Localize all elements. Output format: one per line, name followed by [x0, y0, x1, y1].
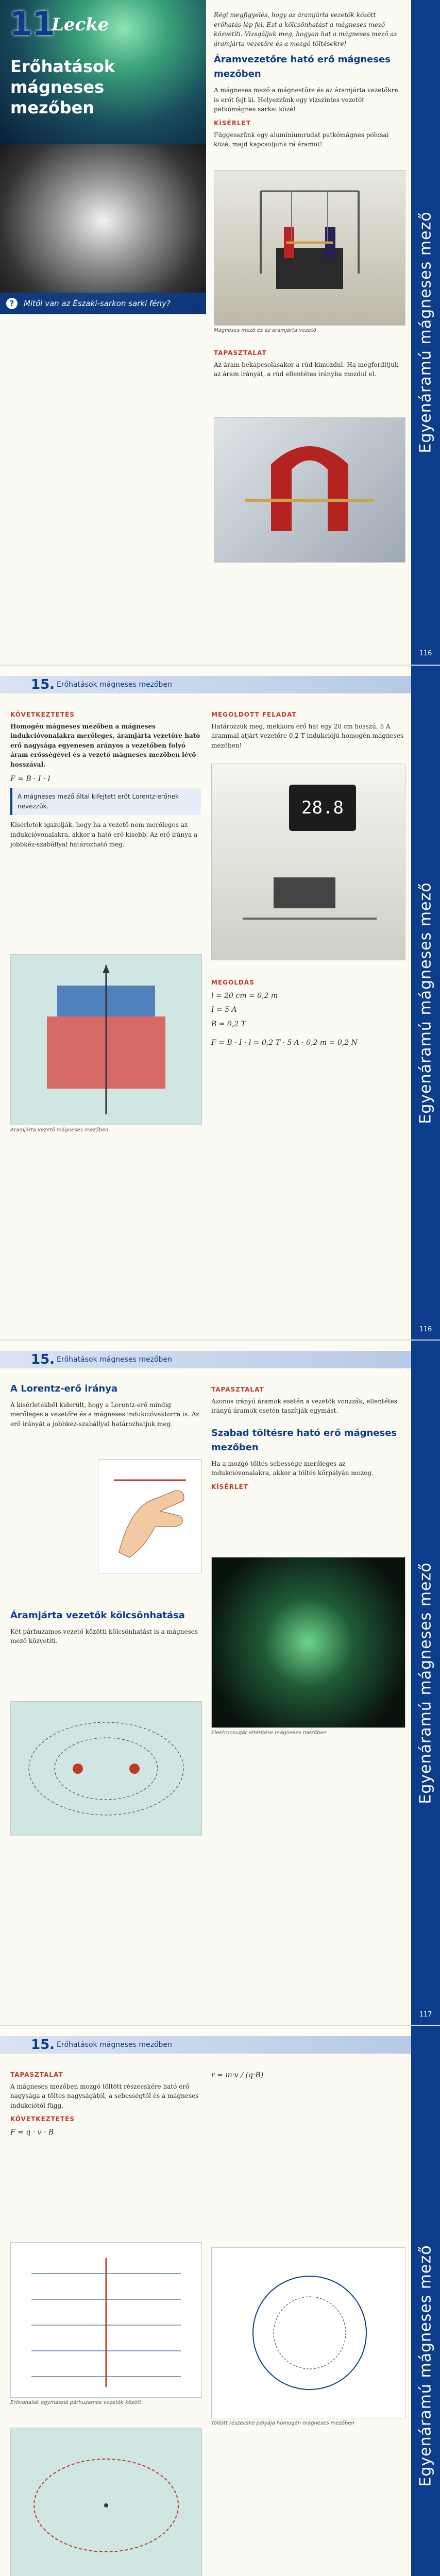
formula-lorentz: F = B · I · l [10, 774, 50, 783]
side-tab-label: Egyenáramú mágneses mező [416, 211, 435, 453]
page-number: 116 [419, 650, 432, 657]
photo-question: ? Mitől van az Északi-sarkon sarki fény? [0, 293, 206, 314]
magnet-drawing [214, 418, 405, 562]
hand-svg [98, 1460, 201, 1573]
field-diagram [10, 954, 202, 1125]
conductors-svg [11, 1702, 201, 1836]
page-4 [0, 2025, 440, 2576]
adat-1: l = 20 cm = 0,2 m [211, 991, 278, 1000]
chapter-bar [0, 676, 411, 693]
text-conductors: Két párhuzamos vezető közötti kölcsönhatást is a mágneses mező közvetíti. [10, 1628, 198, 1645]
apparatus-drawing [214, 171, 405, 325]
left-column [10, 707, 201, 853]
right-column [211, 707, 404, 754]
left-column [10, 1382, 201, 1433]
meter-photo [211, 764, 405, 960]
electron-beam-photo [211, 1557, 405, 1728]
tapasztalat-label: TAPASZTALAT [10, 2071, 63, 2078]
left-column [10, 2067, 201, 2142]
section-heading: Áramvezetőre ható erő mágneses mezőben [214, 54, 391, 80]
chapter-title: Erőhatások mágneses mezőben [57, 1355, 172, 1364]
electron-beam-caption: Elektronsugár eltérítése mágneses mezőben [211, 1730, 327, 1736]
page-3 [0, 1340, 440, 2026]
side-tab-label: Egyenáramú mágneses mező [416, 2245, 435, 2487]
page-number: 117 [419, 2011, 432, 2019]
formula-radius: r = m·v / (q·B) [211, 2071, 264, 2079]
heading-lorentz-direction: A Lorentz-erő iránya [10, 1383, 118, 1394]
lesson-number: 11 [9, 5, 56, 43]
feladat-label: MEGOLDOTT FELADAT [211, 711, 297, 718]
intro-column [214, 10, 404, 154]
field-lines-caption: Erővonalak egymással párhuzamos vezetők között [10, 2400, 142, 2405]
tapasztalat-text: Az áram bekapcsolásakor a rúd kimozdul. Ha megfordítjuk az áram irányát, a rúd ellentétes irányba mozdul el. [214, 361, 399, 378]
info-note: A mágneses mező által kifejtett erőt Lorentz-erőnek nevezzük. [10, 788, 201, 815]
side-tab [411, 2026, 440, 2576]
section-text: A mágneses mező a mágnestűre és az áramjárta vezetőkre is erőt fejt ki. Helyezzünk egy vízszintes vezetőt patkómágnes sarkai közé! [214, 87, 398, 113]
intro-text: Régi megfigyelés, hogy az áramjárta vezetők között erőhatás lép fel. Ezt a kölcsönhatást a mágneses mező közvetíti. Vizsgáljuk meg, hogyan hat a mágneses mező az áramjárta vezetőre és a mozgó töltésekre! [214, 11, 397, 47]
lesson-word: Lecke [52, 14, 109, 35]
page-number: 116 [419, 1326, 432, 1333]
chapter-number: 15. [31, 2037, 55, 2053]
adat-2: I = 5 A [211, 1006, 237, 1014]
field-diagram-caption: Áramjárta vezető mágneses mezőben [10, 1127, 109, 1133]
side-tab-label: Egyenáramú mágneses mező [416, 882, 435, 1124]
chapter-title: Erőhatások mágneses mezőben [57, 2041, 172, 2049]
circular-path-diagram [10, 2428, 202, 2576]
side-tab [411, 666, 440, 1341]
tapasztalat-label: TAPASZTALAT [211, 1386, 264, 1393]
field-lines-svg [11, 2243, 201, 2397]
side-tab [411, 1341, 440, 2026]
lesson-title-line-2: mágneses [10, 77, 105, 97]
meter-display: 28.8 [294, 795, 351, 821]
formula-result: F = B · I · l = 0,2 T · 5 A · 0,2 m = 0,2 N [211, 1038, 358, 1047]
tapasztalat-text: Azonos irányú áramok esetén a vezetők vonzzák, ellentétes irányú áramok esetén taszítják egymást. [211, 1397, 397, 1415]
solution-column [211, 975, 404, 1052]
magnet-photo [214, 417, 405, 563]
page-1 [0, 0, 440, 665]
feladat-text: Határozzuk meg, mekkora erő hat egy 20 cm hosszú, 5 A árammal átjárt vezetőre 0,2 T indukciójú homogén mágneses mezőben! [211, 722, 404, 749]
formula-qvb: F = q · v · B [10, 2128, 54, 2137]
tapasztalat-label: TAPASZTALAT [214, 349, 267, 357]
megoldas-label: MEGOLDÁS [211, 979, 255, 986]
bowl-photo [0, 144, 206, 314]
particle-track-caption: Töltött részecske pályája homogén mágneses mezőben [211, 2420, 354, 2426]
second-text: Kísérletek igazolják, hogy ha a vezető nem merőleges az indukcióvonalakra, akkor a ható erő kisebb. Az erő iránya a jobbkéz-szabállyal határozható meg. [10, 821, 198, 848]
adat-3: B = 0,2 T [211, 1020, 246, 1028]
kovetkeztetes-label: KÖVETKEZTETÉS [10, 2115, 75, 2123]
meter-drawing [212, 764, 405, 960]
side-tab [411, 0, 440, 665]
kiserlet-label: KÍSÉRLET [214, 119, 251, 127]
lesson-title-line-3: mezőben [10, 98, 95, 117]
tapasztalat-column [214, 345, 404, 383]
chapter-title: Erőhatások mágneses mezőben [57, 681, 172, 689]
kovetkeztetes-label: KÖVETKEZTETÉS [10, 711, 75, 718]
right-column [211, 1382, 404, 1494]
heading-free-charge: Szabad töltésre ható erő mágneses mezőben [211, 1427, 397, 1453]
kiserlet-label: KÍSÉRLET [211, 1483, 248, 1490]
side-tab-label: Egyenáramú mágneses mező [416, 1562, 435, 1804]
text-lorentz-direction: A kísérletekből kiderült, hogy a Lorentz-erő mindig merőleges a vezetőre és a mágneses indukcióvektorra is. Az erő irányát a jobbkéz-szabállyal határozhatjuk meg. [10, 1401, 199, 1428]
right-hand-drawing [98, 1459, 202, 1573]
conductors-diagram [10, 1701, 202, 1836]
chapter-number: 15. [31, 677, 55, 692]
chapter-bar [0, 1351, 411, 1368]
right-column [211, 2067, 404, 2084]
apparatus-caption: Mágneses mező és az áramjárta vezető [214, 328, 316, 333]
aurora-photo [0, 0, 206, 144]
kiserlet-text: Függesszünk egy alumíniumrudat patkómágnes pólusai közé, majd kapcsoljunk rá áramot! [214, 131, 389, 148]
lesson-title-line-1: Erőhatások [10, 57, 115, 76]
particle-track-svg [212, 2248, 405, 2418]
kovetkeztetes-text: Homogén mágneses mezőben a mágneses indukcióvonalakra merőleges, áramjárta vezetőre ható erő nagysága egyenesen arányos a vezetőben folyó áram erősségével és a vezető mágneses mezőben lévő hosszával. [10, 722, 200, 768]
question-icon: ? [6, 298, 18, 309]
circular-path-svg [11, 2428, 201, 2576]
page-2 [0, 665, 440, 1341]
text-free-charge: Ha a mozgó töltés sebessége merőleges az indukcióvonalakra, akkor a töltés körpályán mozog. [211, 1460, 374, 1477]
chapter-bar [0, 2036, 411, 2054]
chapter-number: 15. [31, 1352, 55, 1367]
field-diagram-svg [11, 955, 201, 1125]
text-force-charge: A mágneses mezőben mozgó töltött részecskére ható erő nagysága a töltés nagyságától, a sebességtől és a mágneses indukciótól függ. [10, 2082, 199, 2109]
middle-left [10, 1608, 201, 1650]
field-lines-diagram [10, 2242, 202, 2398]
heading-conductors: Áramjárta vezetők kölcsönhatása [10, 1610, 185, 1621]
apparatus-photo [214, 170, 405, 326]
particle-track-diagram [211, 2247, 405, 2418]
